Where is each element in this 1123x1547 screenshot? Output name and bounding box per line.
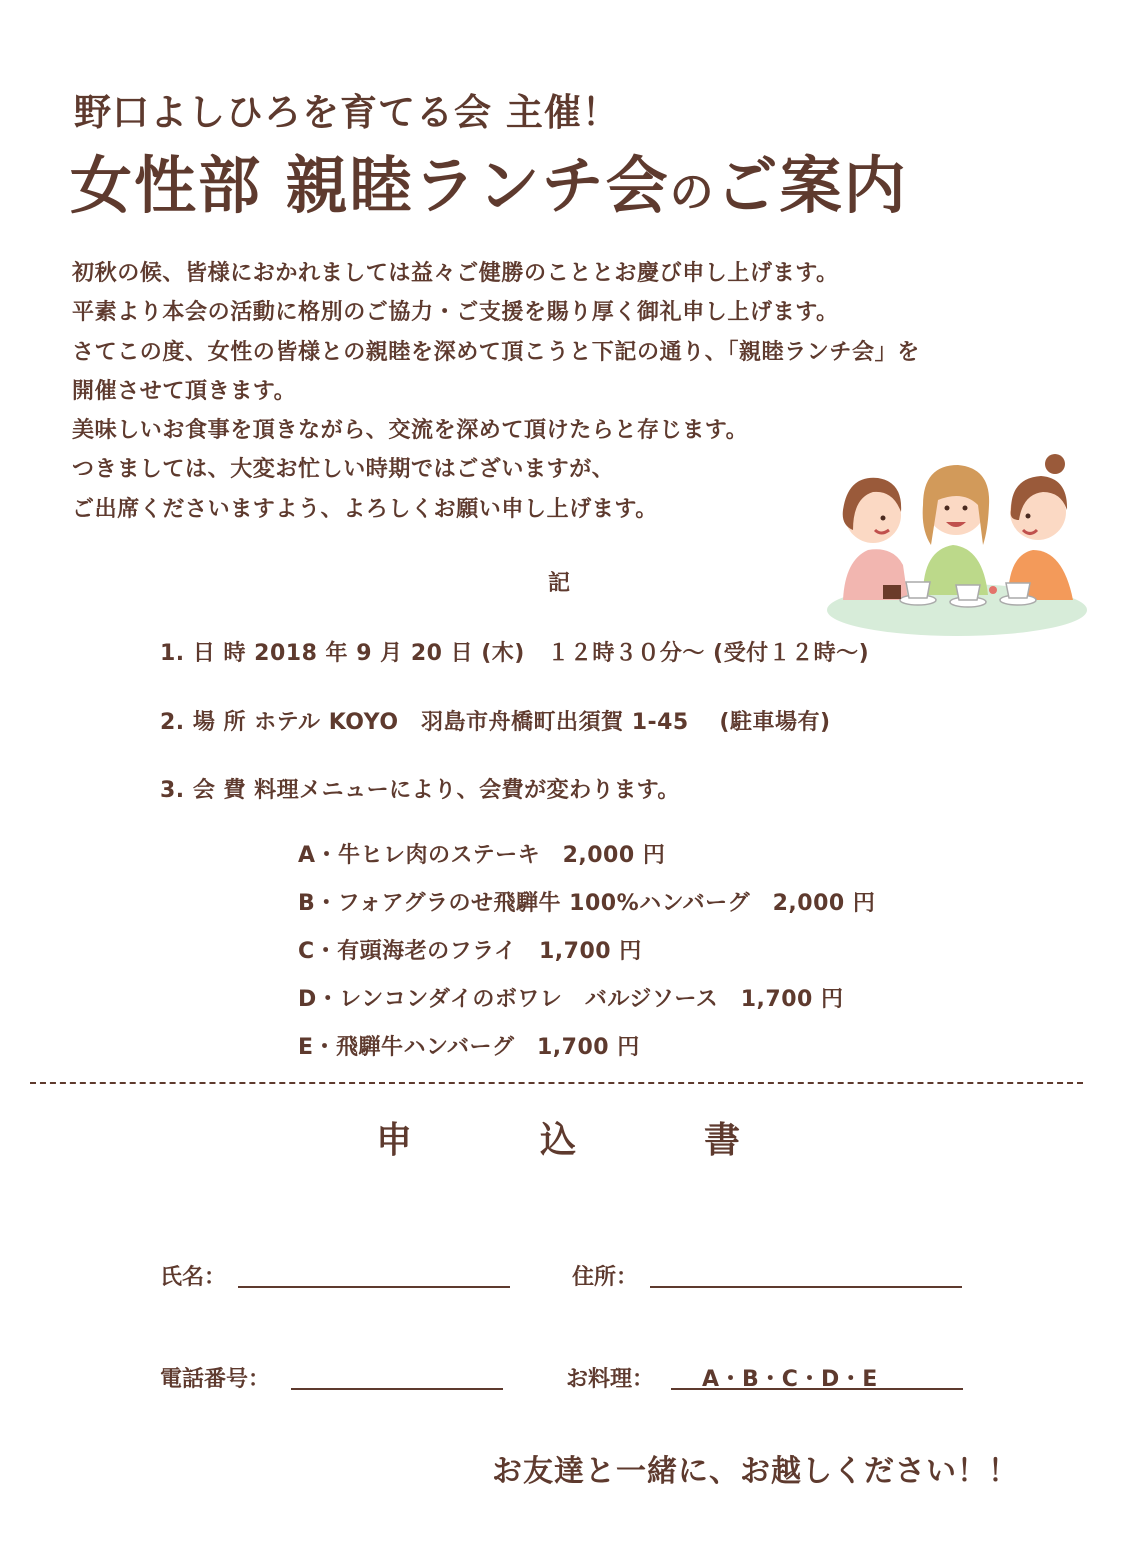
name-label: 氏名： [160, 1265, 227, 1290]
name-field[interactable] [238, 1286, 510, 1288]
address-label: 住所： [572, 1265, 639, 1290]
footer-invitation: お友達と一緒に、お越しください！！ [492, 1454, 1019, 1489]
detail-venue: 2. 場 所 ホテル KOYO 羽島市舟橋町出須賀 1-45 (駐車場有) [160, 710, 831, 735]
phone-label: 電話番号： [160, 1367, 271, 1392]
menu-item-e: E・飛騨牛ハンバーグ 1,700 円 [298, 1035, 640, 1060]
intro-line: さてこの度、女性の皆様との親睦を深めて頂こうと下記の通り、「親睦ランチ会」を [72, 339, 920, 365]
title-end: ご案内 [715, 149, 908, 222]
page-title [70, 136, 908, 225]
menu-item-c: C・有頭海老のフライ 1,700 円 [298, 939, 642, 964]
detail-fee: 3. 会 費 料理メニューにより、会費が変わります。 [160, 778, 680, 803]
menu-item-d: D・レンコンダイのボワレ バルジソース 1,700 円 [298, 987, 844, 1012]
title-main: 女性部 親睦ランチ会 [70, 149, 670, 222]
intro-line: 開催させて頂きます。 [72, 378, 297, 404]
intro-paragraph [72, 254, 920, 529]
dish-choices[interactable]: A・B・C・D・E [702, 1367, 878, 1392]
dish-label: お料理： [566, 1367, 655, 1392]
intro-line: 初秋の候、皆様におかれましては益々ご健勝のこととお慶び申し上げます。 [72, 261, 839, 286]
title-particle: の [669, 167, 716, 218]
intro-line: 美味しいお食事を頂きながら、交流を深めて頂けたらと存じます。 [72, 418, 749, 444]
intro-line: 平素より本会の活動に格別のご協力・ご支援を賜り厚く御礼申し上げます。 [72, 300, 839, 326]
menu-item-a: A・牛ヒレ肉のステーキ 2,000 円 [298, 843, 666, 868]
menu-item-b: B・フォアグラのせ飛騨牛 100%ハンバーグ 2,000 円 [298, 891, 876, 916]
cut-line-divider [30, 1082, 1083, 1084]
intro-line: つきましては、大変お忙しい時期ではございますが、 [72, 457, 615, 483]
application-form-title: 申込書 [376, 1120, 869, 1161]
phone-field[interactable] [291, 1388, 503, 1390]
intro-line: ご出席くださいますよう、よろしくお願い申し上げます。 [72, 496, 658, 522]
women-lunch-illustration [823, 450, 1091, 645]
detail-date-time: 1. 日 時 2018 年 9 月 20 日 (木) １２時３０分～ (受付１２時～) [160, 641, 870, 666]
address-field[interactable] [650, 1286, 962, 1288]
menu-list [298, 832, 875, 1072]
organizer-heading: 野口よしひろを育てる会 主催！ [74, 91, 620, 134]
ki-marker: 記 [548, 571, 571, 596]
